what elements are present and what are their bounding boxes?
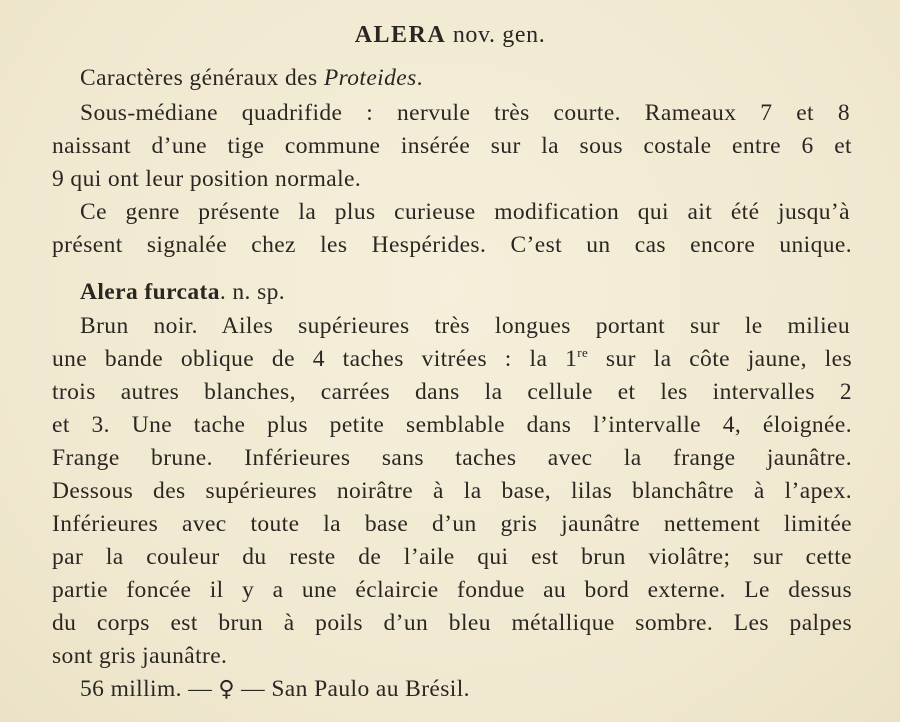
female-icon: ♀: [218, 677, 235, 702]
ordinal-superscript: re: [577, 345, 589, 361]
species-name: Alera furcata: [80, 279, 220, 305]
description-line-2a: une bande oblique de 4 taches vitrées : la 1: [52, 346, 578, 372]
general-dot: .: [416, 65, 423, 91]
general-characters-line: [80, 62, 850, 95]
species-suffix: . n. sp.: [219, 279, 286, 305]
description-line-4: et 3. Une tache plus petite semblable dans l’intervalle 4, éloignée.: [52, 412, 852, 438]
description-line-6: Dessous des supérieures noirâtre à la base, lilas blanchâtre à l’apex.: [52, 478, 852, 504]
venation-line-3: 9 qui ont leur position normale.: [52, 166, 362, 192]
general-prefix: Caractères généraux des: [80, 65, 324, 91]
description-line-7: Inférieures avec toute la base d’un gris jaunâtre nettement limitée: [52, 511, 852, 537]
remark-line-2: présent signalée chez les Hespérides. C’est un cas encore unique.: [52, 232, 852, 258]
specimen-footer: [80, 673, 850, 706]
description-line-10: du corps est brun à poils d’un bleu métallique sombre. Les palpes: [52, 610, 852, 636]
description-line-1: Brun noir. Ailes supérieures très longues portant sur le milieu: [80, 313, 850, 339]
description-line-11: sont gris jaunâtre.: [52, 643, 228, 669]
genus-suffix: nov. gen.: [452, 22, 546, 48]
description-line-8: par la couleur du reste de l’aile qui est brun violâtre; sur cette: [52, 544, 852, 570]
description-line-2b: sur la côte jaune, les: [588, 346, 853, 372]
specimen-locality: — San Paulo au Brésil.: [234, 676, 470, 702]
description-line-5: Frange brune. Inférieures sans taches avec la frange jaunâtre.: [52, 445, 852, 471]
description-line-3: trois autres blanches, carrées dans la cellule et les intervalles 2: [52, 379, 852, 405]
genus-heading: [0, 22, 900, 49]
species-heading: [80, 276, 850, 309]
description-line-9: partie foncée il y a une éclaircie fondue au bord externe. Le dessus: [52, 577, 852, 603]
specimen-size: 56 millim. —: [80, 676, 219, 702]
venation-line-2: naissant d’une tige commune insérée sur la sous costale entre 6 et: [52, 133, 852, 159]
venation-line-1: Sous-médiane quadrifide : nervule très courte. Rameaux 7 et 8: [80, 100, 850, 126]
description-line-2: [52, 343, 852, 376]
remark-line-1: Ce genre présente la plus curieuse modification qui ait été jusqu’à: [80, 199, 850, 225]
family-name: Proteides: [323, 65, 417, 91]
genus-name: ALERA: [354, 22, 447, 48]
